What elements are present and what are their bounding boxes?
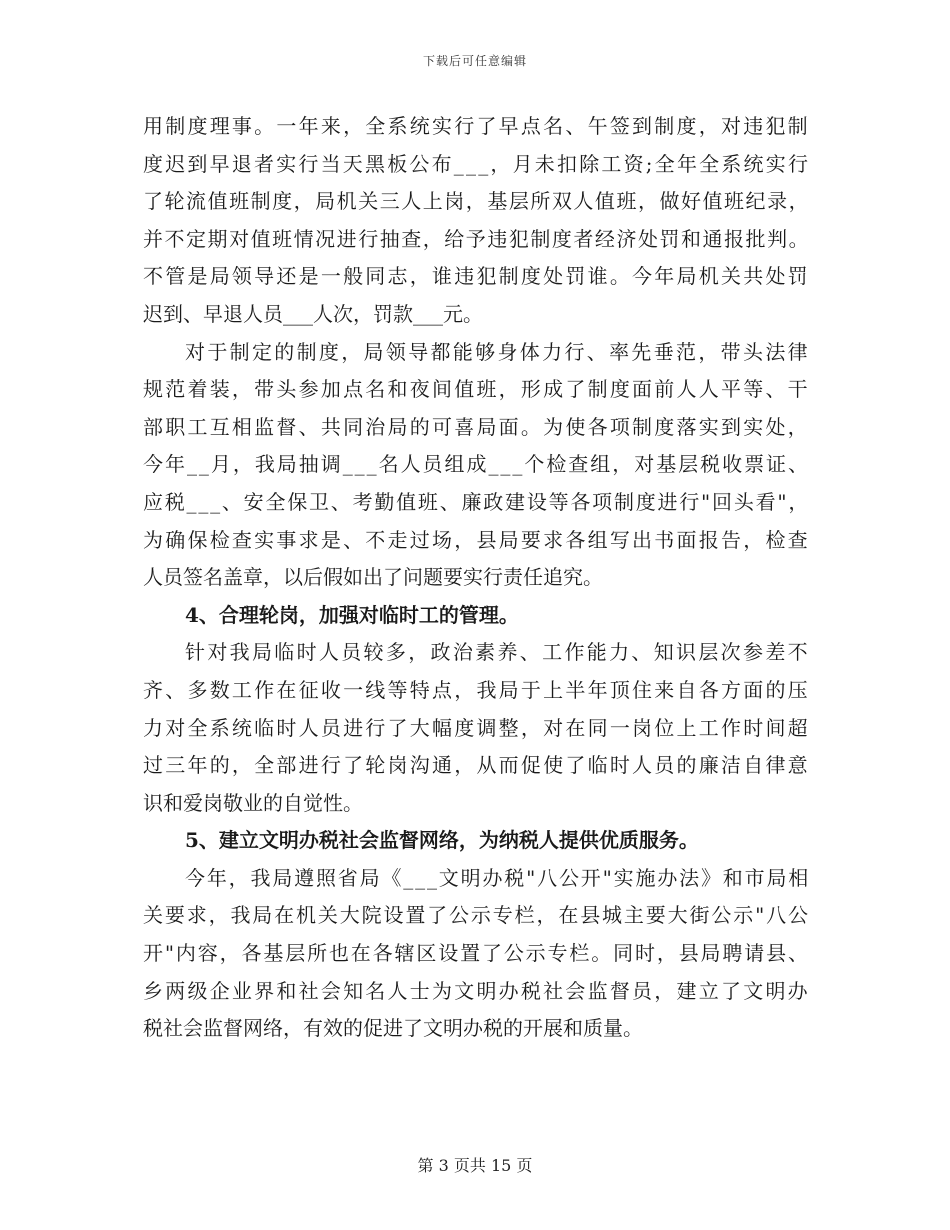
- body-line: 对于制定的制度，局领导都能够身体力行、率先垂范，带头法律: [185, 339, 810, 364]
- body-line: 为确保检查实事求是、不走过场，县局要求各组写出书面报告，检查: [143, 527, 810, 552]
- body-line: 乡两级企业界和社会知名人士为文明办税社会监督员，建立了文明办: [143, 978, 810, 1003]
- document-body: [143, 108, 810, 1048]
- body-line: 用制度理事。一年来，全系统实行了早点名、午签到制度，对违犯制: [143, 114, 810, 138]
- page-number: 第 3 页共 15 页: [417, 1156, 533, 1175]
- body-line: 关要求，我局在机关大院设置了公示专栏，在县城主要大街公示"八公: [143, 903, 810, 928]
- body-line: 迟到、早退人员___人次，罚款___元。: [143, 301, 483, 326]
- body-line: 度迟到早退者实行当天黑板公布___，月未扣除工资;全年全系统实行: [143, 151, 811, 176]
- body-line: 针对我局临时人员较多，政治素养、工作能力、知识层次参差不: [185, 640, 810, 665]
- body-line: 人员签名盖章，以后假如出了问题要实行责任追究。: [143, 565, 603, 590]
- body-line: 过三年的，全部进行了轮岗沟通，从而促使了临时人员的廉洁自律意: [143, 753, 810, 778]
- body-line: 规范着装，带头参加点名和夜间值班，形成了制度面前人人平等、干: [143, 377, 810, 402]
- body-line: 今年__月，我局抽调___名人员组成___个检查组，对基层税收票证、: [143, 452, 810, 477]
- section-heading: 4、合理轮岗，加强对临时工的管理。: [185, 602, 519, 627]
- body-line: 税社会监督网络，有效的促进了文明办税的开展和质量。: [143, 1016, 643, 1041]
- body-line: 力对全系统临时人员进行了大幅度调整，对在同一岗位上工作时间超: [143, 715, 810, 740]
- body-line: 齐、多数工作在征收一线等特点，我局于上半年顶住来自各方面的压: [143, 677, 810, 702]
- body-line: 不管是局领导还是一般同志，谁违犯制度处罚谁。今年局机关共处罚: [143, 264, 810, 289]
- body-line: 并不定期对值班情况进行抽查，给予违犯制度者经济处罚和通报批判。: [143, 226, 811, 251]
- body-line: 应税___、安全保卫、考勤值班、廉政建设等各项制度进行"回头看"，: [143, 489, 811, 514]
- body-line: 部职工互相监督、共同治局的可喜局面。为使各项制度落实到实处，: [143, 414, 810, 439]
- section-heading: 5、建立文明办税社会监督网络，为纳税人提供优质服务。: [185, 828, 699, 853]
- page-header: 下载后可任意编辑: [422, 54, 527, 68]
- body-line: 了轮流值班制度，局机关三人上岗，基层所双人值班，做好值班纪录，: [143, 189, 811, 214]
- body-line: 识和爱岗敬业的自觉性。: [143, 790, 363, 815]
- body-line: 开"内容，各基层所也在各辖区设置了公示专栏。同时，县局聘请县、: [143, 941, 810, 966]
- body-line: 今年，我局遵照省局《___文明办税"八公开"实施办法》和市局相: [185, 865, 811, 890]
